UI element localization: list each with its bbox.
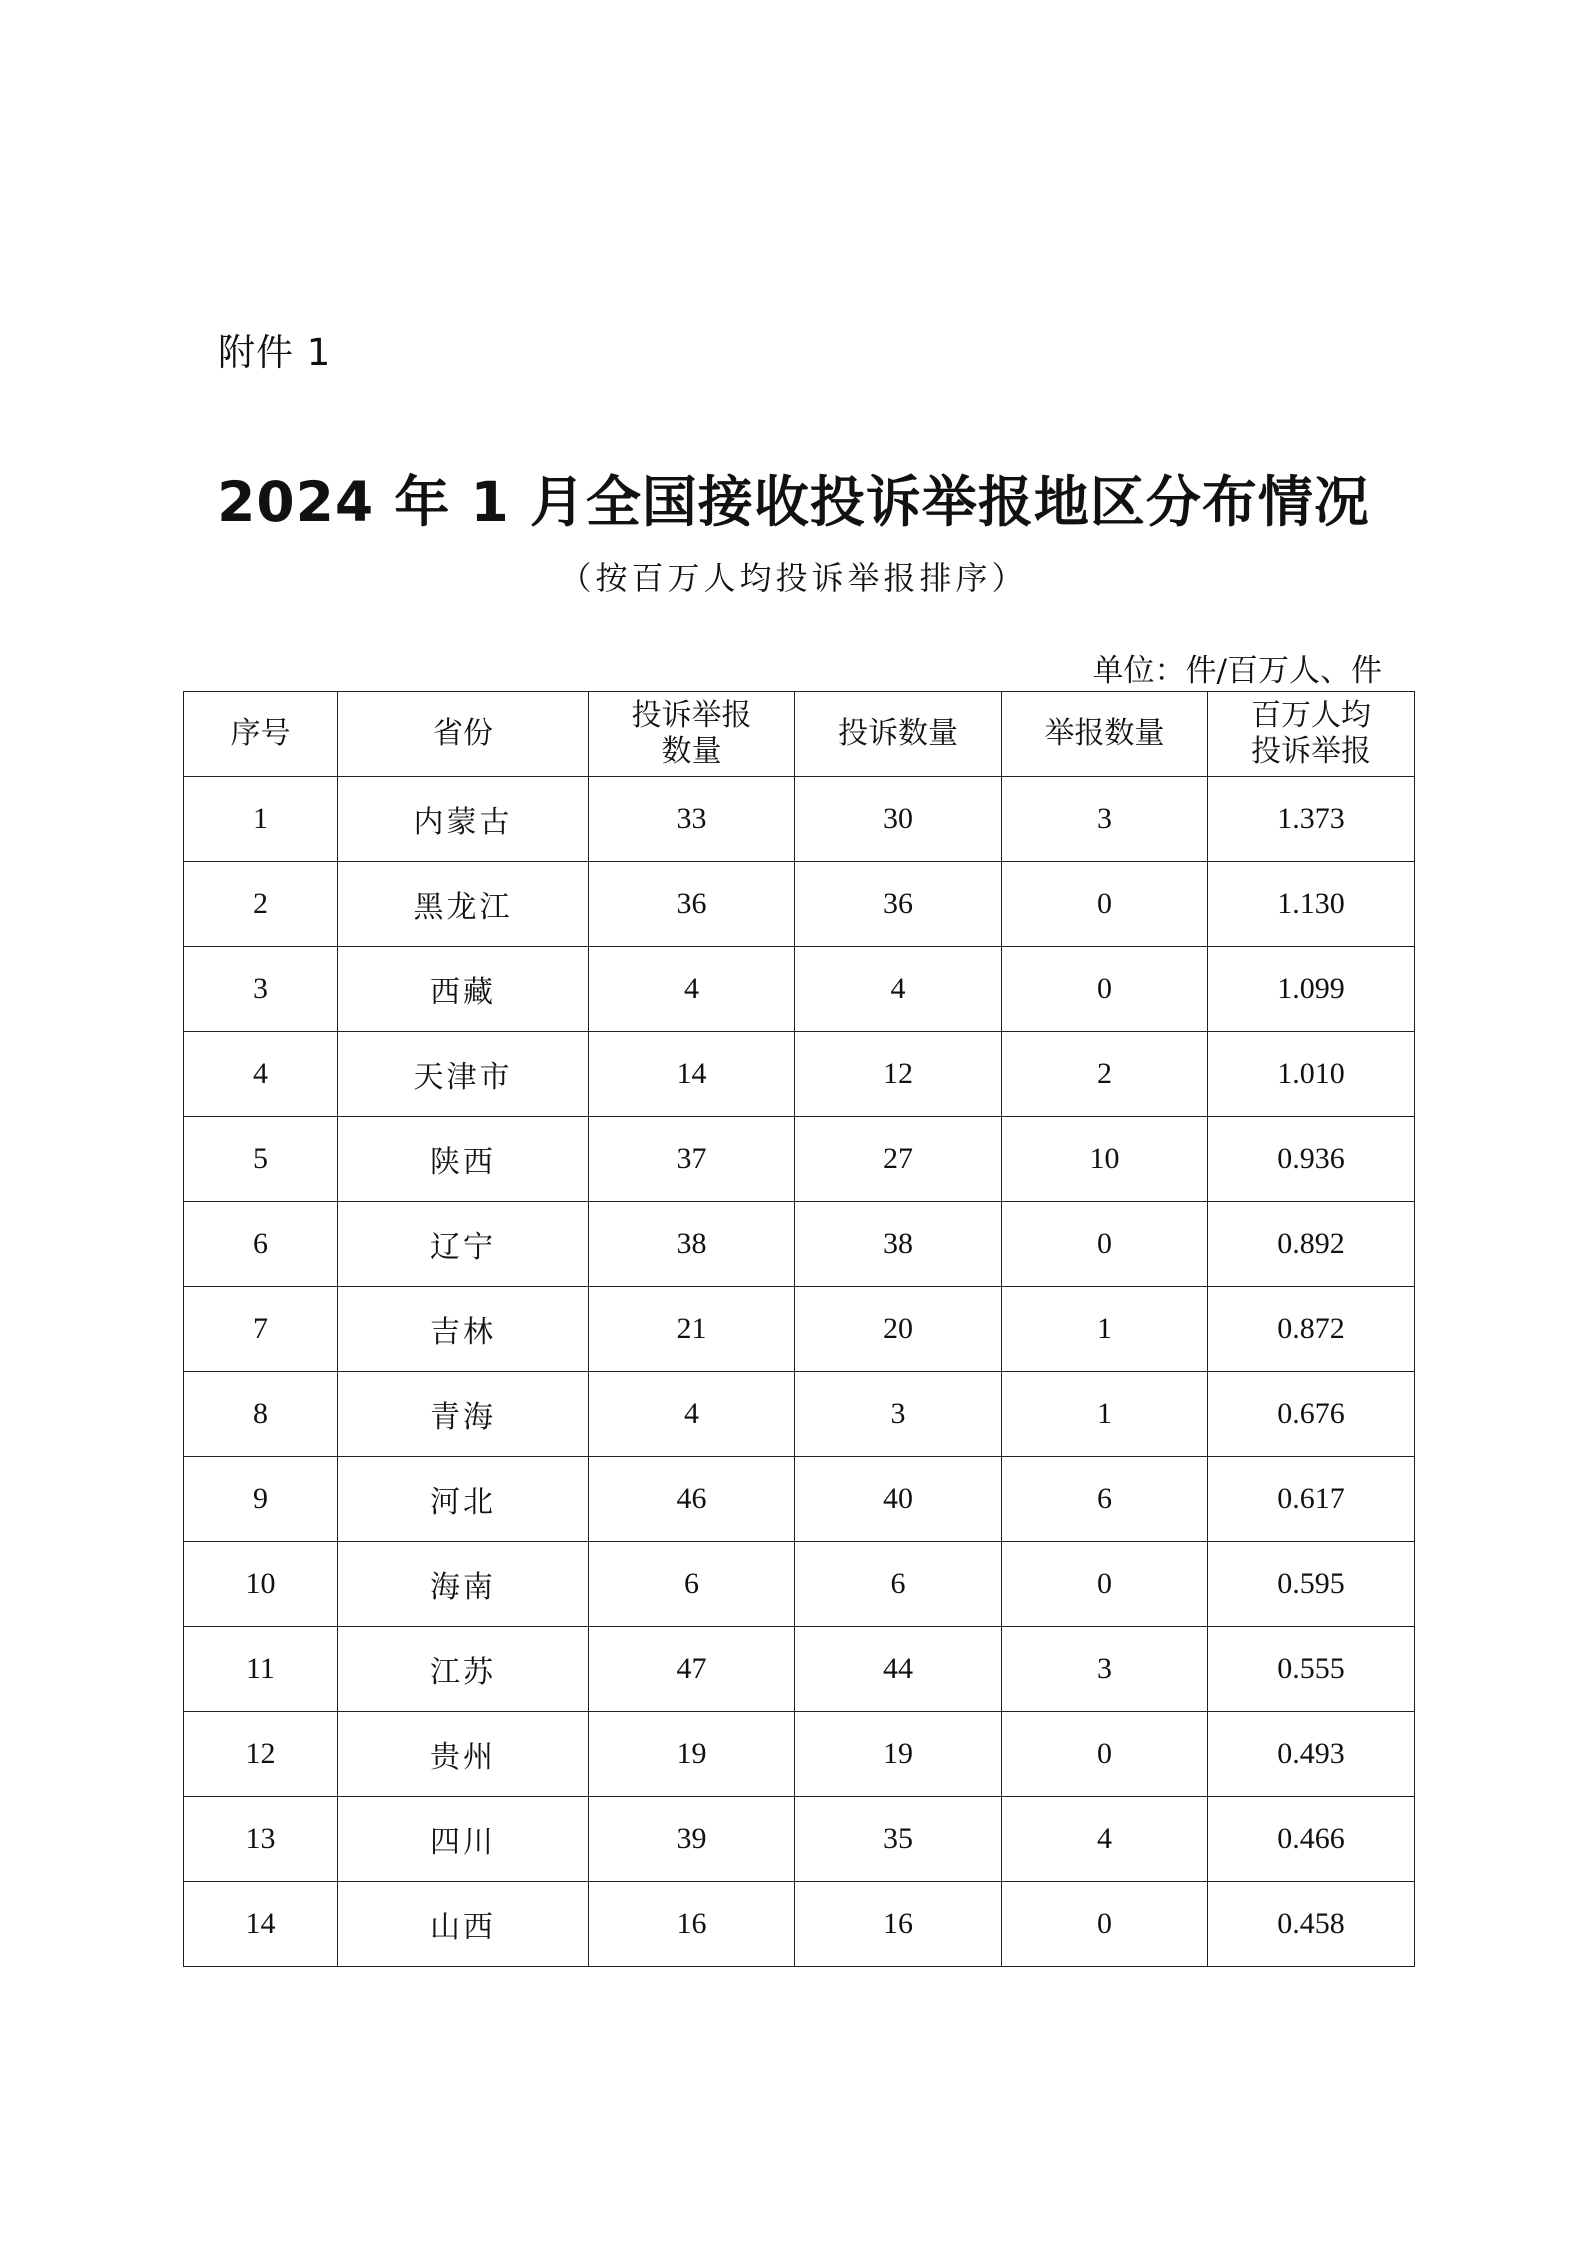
table-row xyxy=(184,1882,1415,1967)
cell-province: 山西 xyxy=(338,1882,589,1967)
cell-province: 天津市 xyxy=(338,1032,589,1117)
header-per-million-line2: 投诉举报 xyxy=(1251,734,1371,769)
cell-total: 21 xyxy=(589,1287,795,1372)
table-row xyxy=(184,1202,1415,1287)
cell-per-million: 0.892 xyxy=(1208,1202,1415,1287)
header-total xyxy=(589,692,795,777)
cell-total: 47 xyxy=(589,1627,795,1712)
cell-province: 江苏 xyxy=(338,1627,589,1712)
cell-reports: 3 xyxy=(1002,1627,1208,1712)
distribution-table xyxy=(183,691,1415,1967)
cell-complaints: 40 xyxy=(795,1457,1002,1542)
cell-per-million: 0.617 xyxy=(1208,1457,1415,1542)
table-row xyxy=(184,1457,1415,1542)
cell-per-million: 0.466 xyxy=(1208,1797,1415,1882)
cell-reports: 1 xyxy=(1002,1287,1208,1372)
header-per-million xyxy=(1208,692,1415,777)
cell-seq: 4 xyxy=(184,1032,338,1117)
cell-seq: 6 xyxy=(184,1202,338,1287)
cell-per-million: 1.130 xyxy=(1208,862,1415,947)
table-row xyxy=(184,1287,1415,1372)
cell-province: 辽宁 xyxy=(338,1202,589,1287)
cell-reports: 3 xyxy=(1002,777,1208,862)
cell-complaints: 6 xyxy=(795,1542,1002,1627)
table-header-row xyxy=(184,692,1415,777)
cell-seq: 14 xyxy=(184,1882,338,1967)
cell-seq: 9 xyxy=(184,1457,338,1542)
cell-province: 内蒙古 xyxy=(338,777,589,862)
header-complaints: 投诉数量 xyxy=(795,692,1002,777)
table-row xyxy=(184,1542,1415,1627)
header-province: 省份 xyxy=(338,692,589,777)
cell-per-million: 1.099 xyxy=(1208,947,1415,1032)
header-reports: 举报数量 xyxy=(1002,692,1208,777)
table-row xyxy=(184,1627,1415,1712)
cell-province: 河北 xyxy=(338,1457,589,1542)
cell-seq: 2 xyxy=(184,862,338,947)
cell-total: 36 xyxy=(589,862,795,947)
cell-complaints: 38 xyxy=(795,1202,1002,1287)
cell-total: 14 xyxy=(589,1032,795,1117)
cell-total: 37 xyxy=(589,1117,795,1202)
cell-total: 38 xyxy=(589,1202,795,1287)
cell-province: 西藏 xyxy=(338,947,589,1032)
cell-per-million: 0.872 xyxy=(1208,1287,1415,1372)
cell-reports: 10 xyxy=(1002,1117,1208,1202)
cell-total: 19 xyxy=(589,1712,795,1797)
cell-reports: 6 xyxy=(1002,1457,1208,1542)
cell-per-million: 1.373 xyxy=(1208,777,1415,862)
page-subtitle: （按百万人均投诉举报排序） xyxy=(559,559,1028,597)
cell-province: 吉林 xyxy=(338,1287,589,1372)
cell-seq: 8 xyxy=(184,1372,338,1457)
cell-total: 4 xyxy=(589,947,795,1032)
cell-complaints: 4 xyxy=(795,947,1002,1032)
cell-total: 4 xyxy=(589,1372,795,1457)
cell-seq: 3 xyxy=(184,947,338,1032)
cell-complaints: 12 xyxy=(795,1032,1002,1117)
cell-seq: 12 xyxy=(184,1712,338,1797)
header-total-line1: 投诉举报 xyxy=(631,698,752,733)
cell-complaints: 44 xyxy=(795,1627,1002,1712)
cell-seq: 5 xyxy=(184,1117,338,1202)
cell-province: 海南 xyxy=(338,1542,589,1627)
header-seq: 序号 xyxy=(184,692,338,777)
unit-note: 单位：件/百万人、件 xyxy=(1092,653,1382,689)
cell-complaints: 16 xyxy=(795,1882,1002,1967)
cell-province: 贵州 xyxy=(338,1712,589,1797)
cell-total: 39 xyxy=(589,1797,795,1882)
cell-per-million: 0.555 xyxy=(1208,1627,1415,1712)
page-title: 2024 年 1 月全国接收投诉举报地区分布情况 xyxy=(217,470,1370,534)
cell-complaints: 20 xyxy=(795,1287,1002,1372)
cell-province: 四川 xyxy=(338,1797,589,1882)
cell-province: 青海 xyxy=(338,1372,589,1457)
table-row xyxy=(184,777,1415,862)
cell-per-million: 0.595 xyxy=(1208,1542,1415,1627)
cell-reports: 0 xyxy=(1002,947,1208,1032)
cell-total: 33 xyxy=(589,777,795,862)
table-row xyxy=(184,1372,1415,1457)
cell-seq: 1 xyxy=(184,777,338,862)
cell-reports: 0 xyxy=(1002,1882,1208,1967)
cell-per-million: 0.493 xyxy=(1208,1712,1415,1797)
cell-complaints: 19 xyxy=(795,1712,1002,1797)
cell-per-million: 0.458 xyxy=(1208,1882,1415,1967)
cell-reports: 0 xyxy=(1002,1202,1208,1287)
cell-reports: 4 xyxy=(1002,1797,1208,1882)
cell-reports: 2 xyxy=(1002,1032,1208,1117)
cell-province: 陕西 xyxy=(338,1117,589,1202)
cell-per-million: 1.010 xyxy=(1208,1032,1415,1117)
cell-total: 46 xyxy=(589,1457,795,1542)
table-row xyxy=(184,1797,1415,1882)
cell-per-million: 0.676 xyxy=(1208,1372,1415,1457)
cell-seq: 10 xyxy=(184,1542,338,1627)
cell-seq: 7 xyxy=(184,1287,338,1372)
cell-total: 16 xyxy=(589,1882,795,1967)
cell-complaints: 30 xyxy=(795,777,1002,862)
cell-seq: 13 xyxy=(184,1797,338,1882)
cell-complaints: 35 xyxy=(795,1797,1002,1882)
cell-complaints: 3 xyxy=(795,1372,1002,1457)
cell-seq: 11 xyxy=(184,1627,338,1712)
cell-complaints: 27 xyxy=(795,1117,1002,1202)
cell-province: 黑龙江 xyxy=(338,862,589,947)
cell-reports: 0 xyxy=(1002,1542,1208,1627)
table-row xyxy=(184,1117,1415,1202)
cell-total: 6 xyxy=(589,1542,795,1627)
table-body xyxy=(184,777,1415,1967)
table-row xyxy=(184,947,1415,1032)
table-row xyxy=(184,1032,1415,1117)
header-total-line2: 数量 xyxy=(661,734,722,769)
table-row xyxy=(184,862,1415,947)
cell-reports: 0 xyxy=(1002,862,1208,947)
cell-reports: 0 xyxy=(1002,1712,1208,1797)
attachment-label: 附件 1 xyxy=(218,331,332,374)
table-row xyxy=(184,1712,1415,1797)
cell-complaints: 36 xyxy=(795,862,1002,947)
cell-reports: 1 xyxy=(1002,1372,1208,1457)
header-per-million-line1: 百万人均 xyxy=(1251,698,1371,733)
cell-per-million: 0.936 xyxy=(1208,1117,1415,1202)
